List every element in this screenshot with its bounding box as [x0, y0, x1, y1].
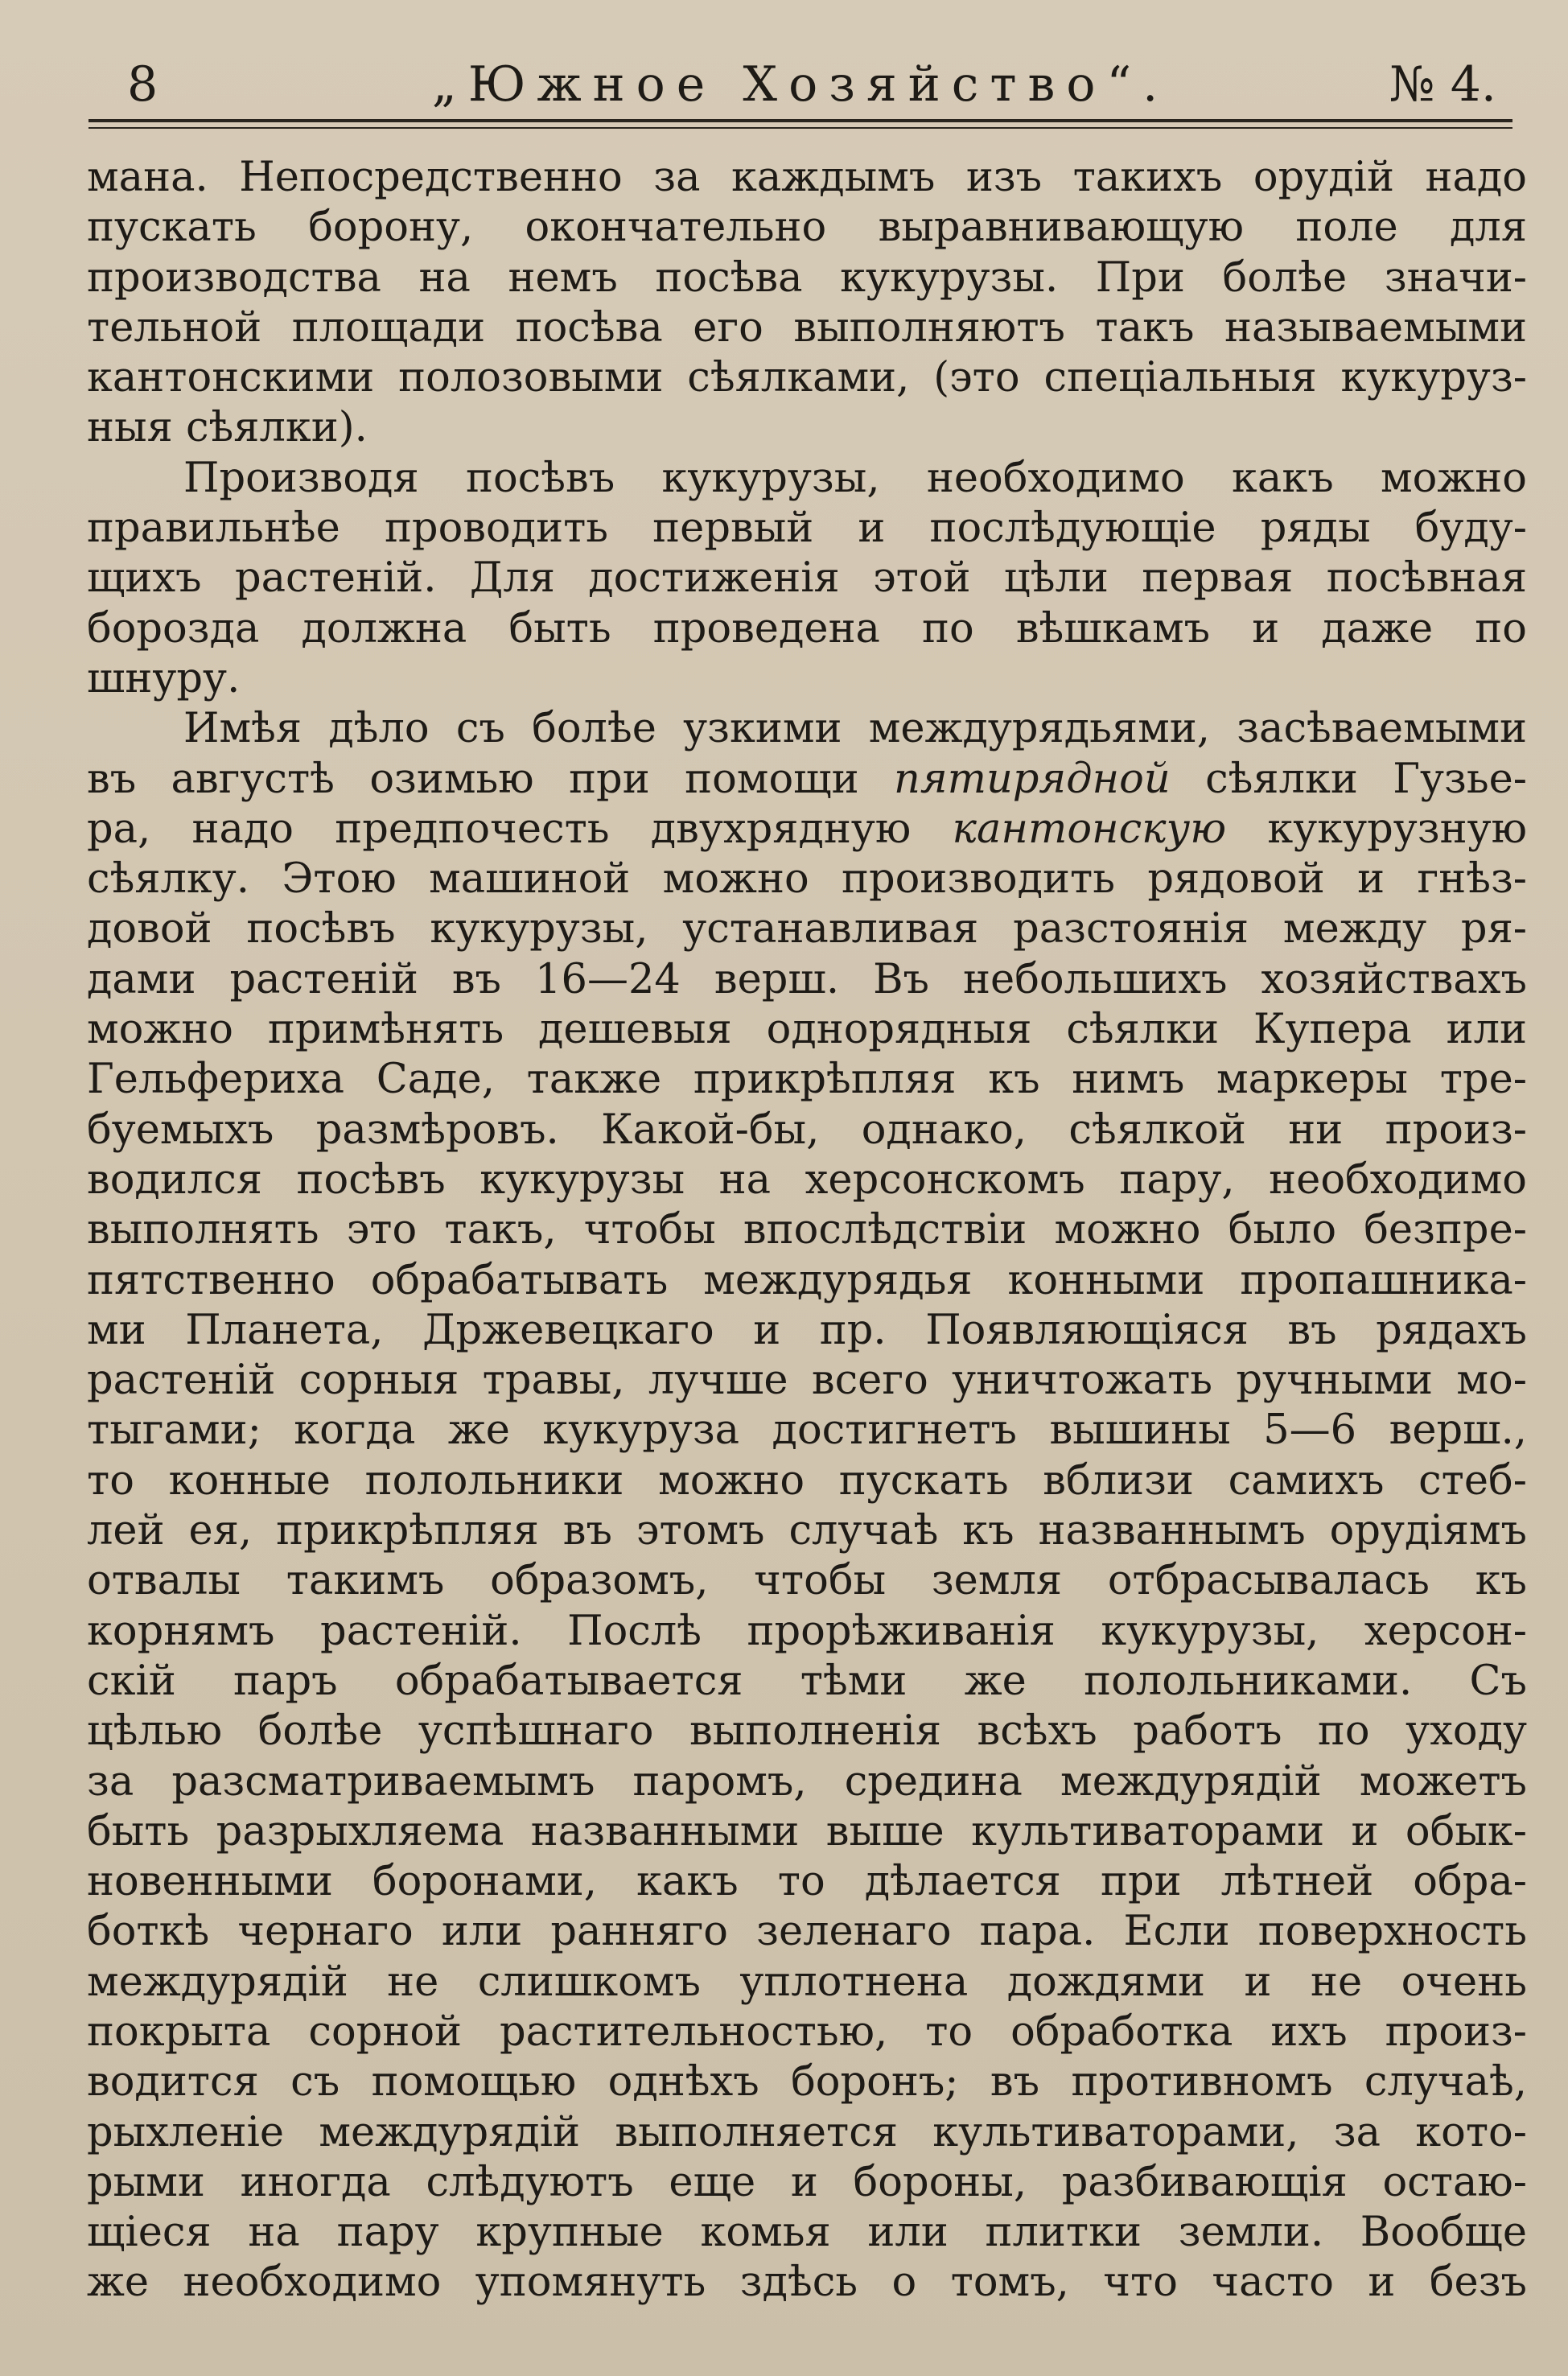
header-rule — [88, 119, 1512, 122]
text-line: покрыта сорной растительностью, то обработка ихъ произ- — [87, 2007, 1527, 2056]
running-head — [88, 48, 1512, 121]
text-line: же необходимо упомянуть здѣсь о томъ, что часто и безъ — [87, 2259, 1527, 2307]
line-segment: кукурузную — [1267, 805, 1527, 853]
text-line: производства на немъ посѣва кукурузы. При болѣе значи- — [87, 253, 1527, 302]
text-line: кантонскими полозовыми сѣялками, (это спеціальныя кукуруз- — [87, 354, 1527, 402]
text-line — [87, 755, 1527, 805]
text-line: тыгами; когда же кукуруза достигнетъ вышины 5—6 верш., — [87, 1406, 1527, 1455]
text-line: отвалы такимъ образомъ, чтобы земля отбрасывалась къ — [87, 1557, 1527, 1605]
text-line: скій паръ обрабатывается тѣми же полольниками. Съ — [87, 1657, 1527, 1705]
text-line: рыми иногда слѣдуютъ еще и бороны, разбивающія остаю- — [87, 2158, 1527, 2206]
italic-term: кантонскую — [952, 805, 1227, 853]
text-line — [87, 805, 1527, 854]
text-line: щіеся на пару крупные комья или плитки земли. Вообще — [87, 2209, 1527, 2257]
text-line: рыхленіе междурядій выполняется культиваторами, за кото- — [87, 2108, 1527, 2156]
text-line: междурядій не слишкомъ уплотнена дождями и не очень — [87, 1958, 1527, 2006]
text-line: ныя сѣялки). — [87, 404, 368, 452]
text-line: щихъ растеній. Для достиженія этой цѣли первая посѣвная — [87, 554, 1527, 603]
issue-number: № 4. — [1389, 56, 1496, 113]
text-line: лей ея, прикрѣпляя въ этомъ случаѣ къ названнымъ орудіямъ — [87, 1507, 1527, 1555]
text-line: быть разрыхляема названными выше культиваторами и обык- — [87, 1807, 1527, 1855]
text-line: борозда должна быть проведена по вѣшкамъ и даже по — [87, 604, 1527, 653]
journal-title: „Южное Хозяйство“. — [431, 56, 1170, 113]
text-line: шнуру. — [87, 654, 241, 702]
text-line: то конные полольники можно пускать вблизи самихъ стеб- — [87, 1456, 1527, 1505]
line-segment: въ августѣ озимью при помощи — [87, 755, 859, 803]
text-line: дами растеній въ 16—24 верш. Въ небольшихъ хозяйствахъ — [87, 955, 1527, 1003]
text-line: новенными боронами, какъ то дѣлается при лѣтней обра- — [87, 1858, 1527, 1906]
text-line: боткѣ чернаго или ранняго зеленаго пара. Если поверхность — [87, 1908, 1527, 1956]
text-line: ми Планета, Држевецкаго и пр. Появляющіяся въ рядахъ — [87, 1306, 1527, 1354]
text-line: довой посѣвъ кукурузы, устанавливая разстоянія между ря- — [87, 905, 1527, 953]
line-segment: сѣялки Гузье- — [1205, 755, 1527, 803]
text-line: тельной площади посѣва его выполняютъ такъ называемыми — [87, 303, 1527, 352]
text-line: выполнять это такъ, чтобы впослѣдствіи можно было безпре- — [87, 1206, 1527, 1254]
page-number: 8 — [127, 56, 158, 113]
text-line: водится съ помощью однѣхъ боронъ; въ противномъ случаѣ, — [87, 2058, 1527, 2106]
text-line: Производя посѣвъ кукурузы, необходимо какъ можно — [183, 454, 1527, 502]
text-line: Гельфериха Саде, также прикрѣпляя къ нимъ маркеры тре- — [87, 1056, 1527, 1104]
text-line: правильнѣе проводить первый и послѣдующіе ряды буду- — [87, 504, 1527, 553]
text-line: водился посѣвъ кукурузы на херсонскомъ пару, необходимо — [87, 1155, 1527, 1204]
header-rule-thin — [88, 127, 1512, 129]
text-line: Имѣя дѣло съ болѣе узкими междурядьями, засѣваемыми — [183, 705, 1527, 753]
text-line: мана. Непосредственно за каждымъ изъ такихъ орудій надо — [87, 154, 1527, 201]
text-line: пятственно обрабатывать междурядья конными пропашника- — [87, 1256, 1527, 1304]
text-line: буемыхъ размѣровъ. Какой-бы, однако, сѣялкой ни произ- — [87, 1106, 1527, 1154]
text-line: можно примѣнять дешевыя однорядныя сѣялки Купера или — [87, 1006, 1527, 1054]
article-body — [87, 153, 1527, 2308]
text-line: за разсматриваемымъ паромъ, средина междурядій можетъ — [87, 1757, 1527, 1806]
text-line: сѣялку. Этою машиной можно производить рядовой и гнѣз- — [87, 855, 1527, 904]
text-line: пускать борону, окончательно выравнивающую поле для — [87, 204, 1527, 252]
line-segment: ра, надо предпочесть двухрядную — [87, 805, 912, 853]
text-line: корнямъ растеній. Послѣ прорѣживанія кукурузы, херсон- — [87, 1607, 1527, 1655]
italic-term: пятирядной — [893, 755, 1171, 803]
text-line: растеній сорныя травы, лучше всего уничтожать ручными мо- — [87, 1357, 1527, 1405]
text-line: цѣлью болѣе успѣшнаго выполненія всѣхъ работъ по уходу — [87, 1707, 1527, 1756]
